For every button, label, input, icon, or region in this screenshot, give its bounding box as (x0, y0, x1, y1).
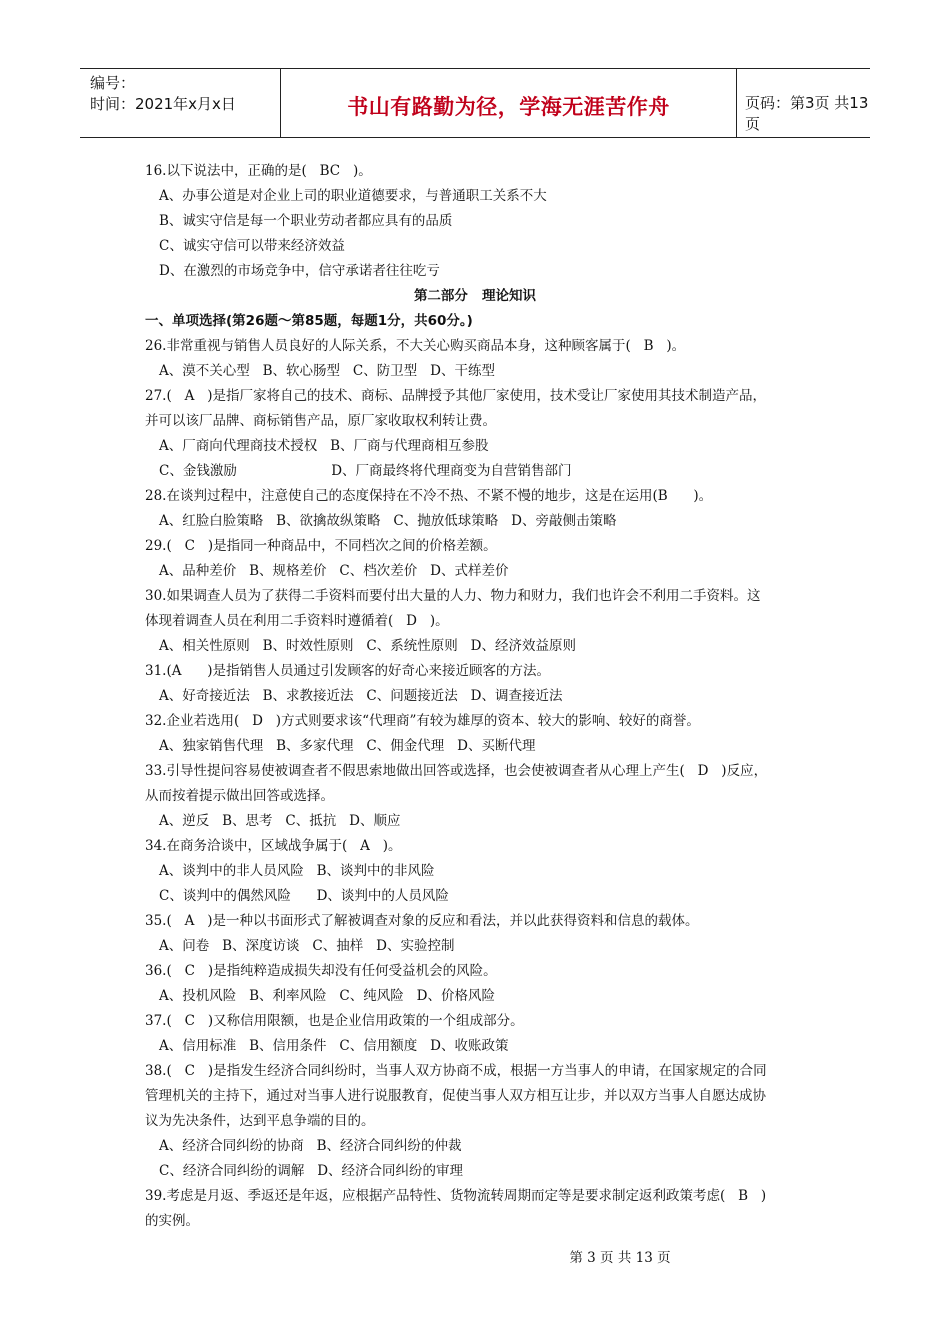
question-line: 管理机关的主持下，通过对当事人进行说服教育，促使当事人双方相互让步，并以双方当事人自愿达成协 (145, 1088, 766, 1104)
option-line: B、诚实守信是每一个职业劳动者都应具有的品质 (159, 213, 453, 229)
option-line: C、经济合同纠纷的调解 D、经济合同纠纷的审理 (159, 1163, 464, 1179)
question-line: 体现着调查人员在利用二手资料时遵循着( D )。 (145, 613, 449, 629)
section-heading: 第二部分 理论知识 (413, 288, 537, 304)
section-heading: 一、单项选择(第26题～第85题，每题1分，共60分。) (145, 313, 473, 329)
question-line: 议为先决条件，达到平息争端的目的。 (145, 1113, 375, 1129)
question-line: 的实例。 (145, 1213, 199, 1229)
option-line: A、独家销售代理 B、多家代理 C、佣金代理 D、买断代理 (159, 738, 536, 754)
question-line: 37.( C )又称信用限额，也是企业信用政策的一个组成部分。 (145, 1013, 524, 1029)
document-number-label: 编号： (90, 74, 136, 92)
question-line: 36.( C )是指纯粹造成损失却没有任何受益机会的风险。 (145, 963, 497, 979)
option-line: C、金钱激励 D、厂商最终将代理商变为自营销售部门 (159, 463, 572, 479)
question-line: 16.以下说法中，正确的是( BC )。 (145, 163, 372, 179)
header-page-info: 页码：第3页 共13页 (745, 94, 869, 133)
question-line: 34.在商务洽谈中，区域战争属于( A )。 (145, 838, 402, 854)
option-line: A、逆反 B、思考 C、抵抗 D、顺应 (159, 813, 401, 829)
question-line: 32.企业若选用( D )方式则要求该“代理商”有较为雄厚的资本、较大的影响、较好的商誉。 (145, 713, 700, 729)
question-line: 29.( C )是指同一种商品中，不同档次之间的价格差额。 (145, 538, 497, 554)
document-date: 时间：2021年x月x日 (90, 95, 236, 113)
option-line: A、办事公道是对企业上司的职业道德要求，与普通职工关系不大 (159, 188, 547, 204)
page-footer: 第 3 页 共 13 页 (569, 1250, 671, 1266)
option-line: C、诚实守信可以带来经济效益 (159, 238, 345, 254)
header-motto: 书山有路勤为径，学海无涯苦作舟 (347, 95, 670, 119)
option-line: A、红脸白脸策略 B、欲擒故纵策略 C、抛放低球策略 D、旁敲侧击策略 (159, 513, 617, 529)
question-line: 39.考虑是月返、季返还是年返，应根据产品特性、货物流转周期而定等是要求制定返利政策考虑( B ) (145, 1188, 767, 1204)
question-line: 30.如果调查人员为了获得二手资料而要付出大量的人力、物力和财力，我们也许会不利用二手资料。这 (145, 588, 761, 604)
question-line: 26.非常重视与销售人员良好的人际关系，不大关心购买商品本身，这种顾客属于( B )。 (145, 338, 686, 354)
question-line: 35.( A )是一种以书面形式了解被调查对象的反应和看法，并以此获得资料和信息的载体。 (145, 913, 699, 929)
option-line: A、信用标准 B、信用条件 C、信用额度 D、收账政策 (159, 1038, 509, 1054)
question-line: 33.引导性提问容易使被调查者不假思索地做出回答或选择，也会使被调查者从心理上产生( D )反应， (145, 763, 768, 779)
question-line: 并可以该厂品牌、商标销售产品，原厂家收取权利转让费。 (145, 413, 496, 429)
question-line: 从而按着提示做出回答或选择。 (145, 788, 334, 804)
option-line: A、相关性原则 B、时效性原则 C、系统性原则 D、经济效益原则 (159, 638, 576, 654)
option-line: D、在激烈的市场竞争中，信守承诺者往往吃亏 (159, 263, 440, 279)
option-line: A、品种差价 B、规格差价 C、档次差价 D、式样差价 (159, 563, 509, 579)
option-line: A、漠不关心型 B、软心肠型 C、防卫型 D、干练型 (159, 363, 495, 379)
option-line: A、厂商向代理商技术授权 B、厂商与代理商相互参股 (159, 438, 489, 454)
option-line: A、投机风险 B、利率风险 C、纯风险 D、价格风险 (159, 988, 495, 1004)
option-line: A、问卷 B、深度访谈 C、抽样 D、实验控制 (159, 938, 455, 954)
question-line: 31.(A )是指销售人员通过引发顾客的好奇心来接近顾客的方法。 (145, 663, 550, 679)
option-line: A、谈判中的非人员风险 B、谈判中的非风险 (159, 863, 435, 879)
option-line: C、谈判中的偶然风险 D、谈判中的人员风险 (159, 888, 449, 904)
question-line: 38.( C )是指发生经济合同纠纷时，当事人双方协商不成，根据一方当事人的申请，在国家规定的合同 (145, 1063, 767, 1079)
option-line: A、经济合同纠纷的协商 B、经济合同纠纷的仲裁 (159, 1138, 462, 1154)
question-line: 27.( A )是指厂家将自己的技术、商标、品牌授予其他厂家使用，技术受让厂家使用其技术制造产品， (145, 388, 766, 404)
question-line: 28.在谈判过程中，注意使自己的态度保持在不冷不热、不紧不慢的地步，这是在运用(B )。 (145, 488, 713, 504)
option-line: A、好奇接近法 B、求教接近法 C、问题接近法 D、调查接近法 (159, 688, 563, 704)
